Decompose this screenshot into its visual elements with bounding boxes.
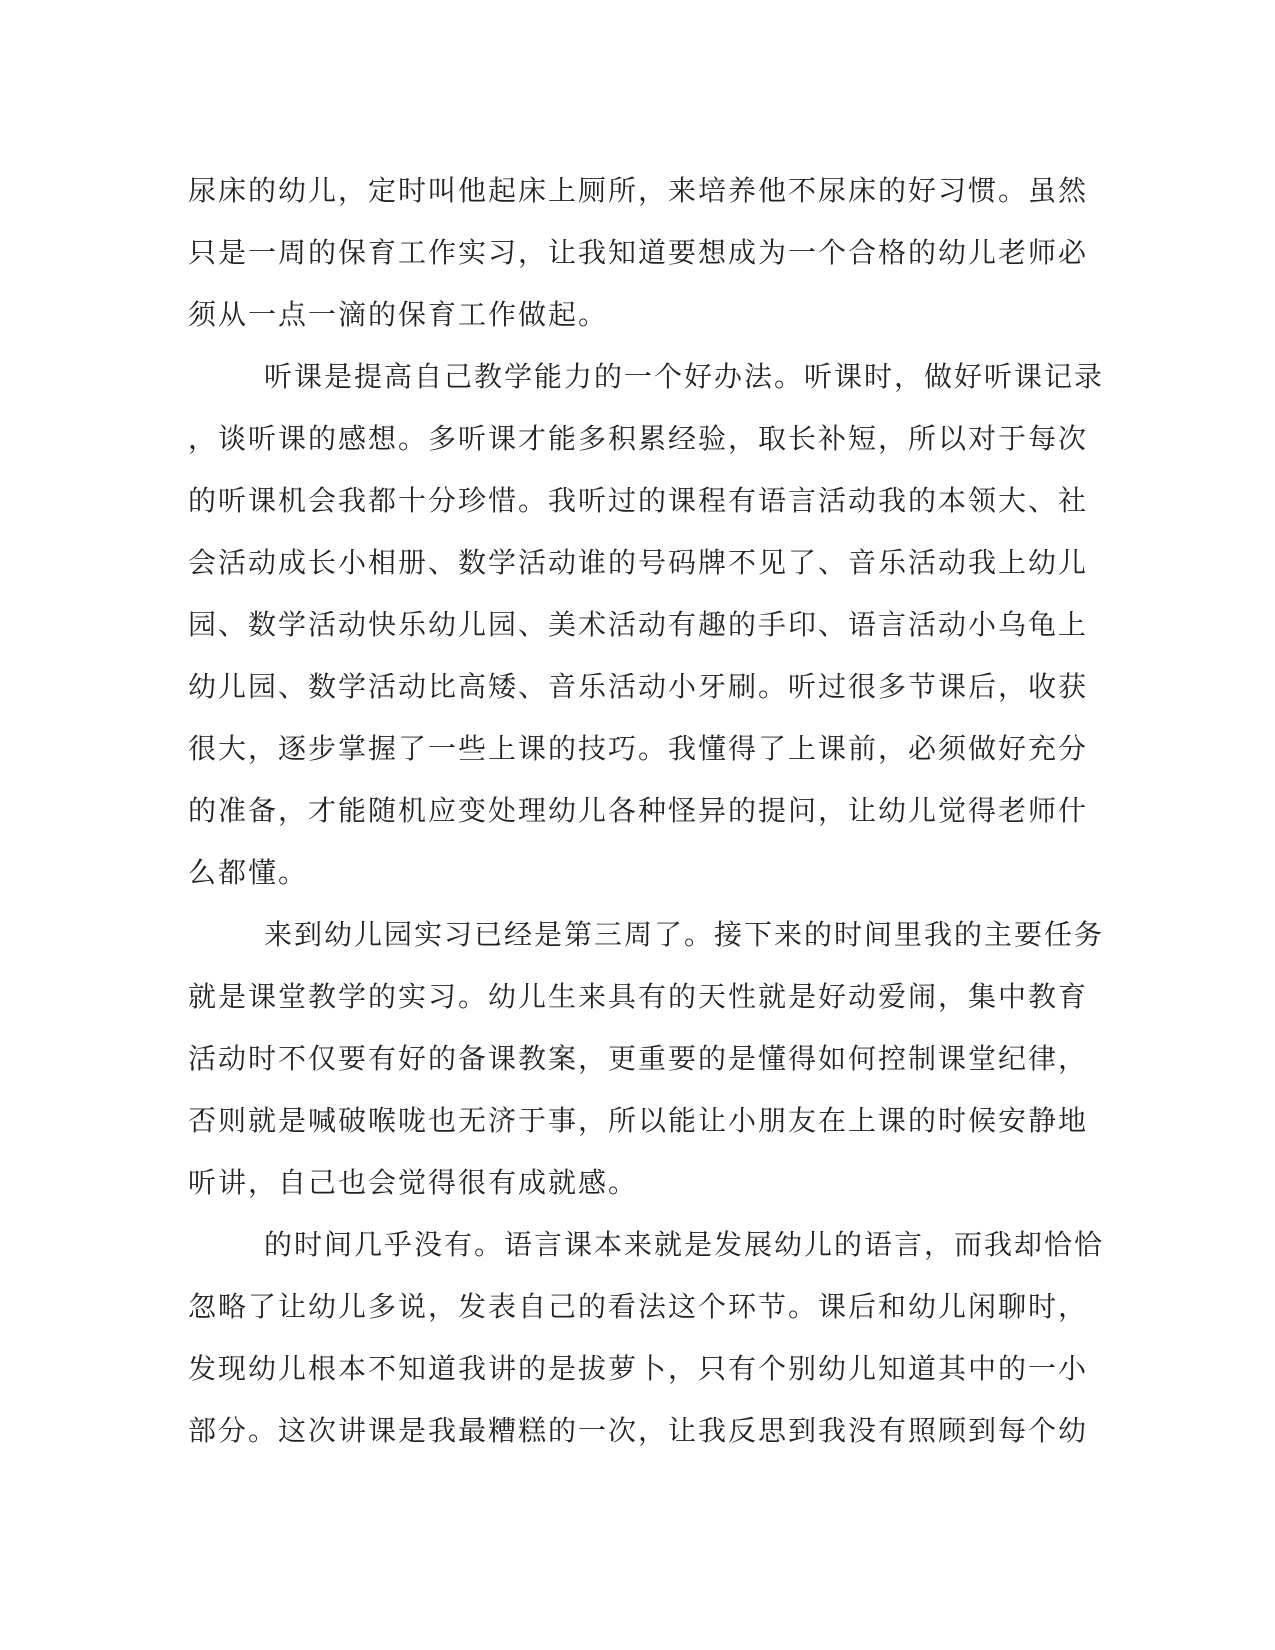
document-body: [188, 160, 1105, 1462]
paragraph-3: [188, 904, 1105, 1214]
text-line: 否则就是喊破喉咙也无济于事，所以能让小朋友在上课的时候安静地: [188, 1104, 1089, 1137]
text-line: 只是一周的保育工作实习，让我知道要想成为一个合格的幼儿老师必: [188, 236, 1089, 269]
text-line: 须从一点一滴的保育工作做起。: [188, 298, 609, 331]
text-line: 听讲，自己也会觉得很有成就感。: [188, 1166, 639, 1199]
text-line: 的准备，才能随机应变处理幼儿各种怪异的提问，让幼儿觉得老师什: [188, 794, 1089, 827]
text-line: 园、数学活动快乐幼儿园、美术活动有趣的手印、语言活动小乌龟上: [188, 608, 1089, 641]
text-line: 忽略了让幼儿多说，发表自己的看法这个环节。课后和幼儿闲聊时，: [188, 1290, 1089, 1323]
text-line: 就是课堂教学的实习。幼儿生来具有的天性就是好动爱闹，集中教育: [188, 980, 1089, 1013]
text-line: 很大，逐步掌握了一些上课的技巧。我懂得了上课前，必须做好充分: [188, 732, 1089, 765]
paragraph-4: [188, 1214, 1105, 1462]
text-line: 活动时不仅要有好的备课教案，更重要的是懂得如何控制课堂纪律，: [188, 1042, 1089, 1075]
text-line: 来到幼儿园实习已经是第三周了。接下来的时间里我的主要任务: [264, 918, 1105, 951]
text-line: 幼儿园、数学活动比高矮、音乐活动小牙刷。听过很多节课后，收获: [188, 670, 1089, 703]
text-line: 的听课机会我都十分珍惜。我听过的课程有语言活动我的本领大、社: [188, 484, 1089, 517]
text-line: 会活动成长小相册、数学活动谁的号码牌不见了、音乐活动我上幼儿: [188, 546, 1089, 579]
text-line: 发现幼儿根本不知道我讲的是拔萝卜，只有个别幼儿知道其中的一小: [188, 1352, 1089, 1385]
text-line: 听课是提高自己教学能力的一个好办法。听课时，做好听课记录: [264, 360, 1105, 393]
paragraph-2: [188, 346, 1105, 904]
paragraph-1: [188, 160, 1089, 346]
text-line: 部分。这次讲课是我最糟糕的一次，让我反思到我没有照顾到每个幼: [188, 1414, 1089, 1447]
text-line: 么都懂。: [188, 856, 309, 889]
text-line: 的时间几乎没有。语言课本来就是发展幼儿的语言，而我却恰恰: [264, 1228, 1105, 1261]
text-line: ，谈听课的感想。多听课才能多积累经验，取长补短，所以对于每次: [188, 422, 1089, 455]
text-line: 尿床的幼儿，定时叫他起床上厕所，来培养他不尿床的好习惯。虽然: [188, 174, 1089, 207]
